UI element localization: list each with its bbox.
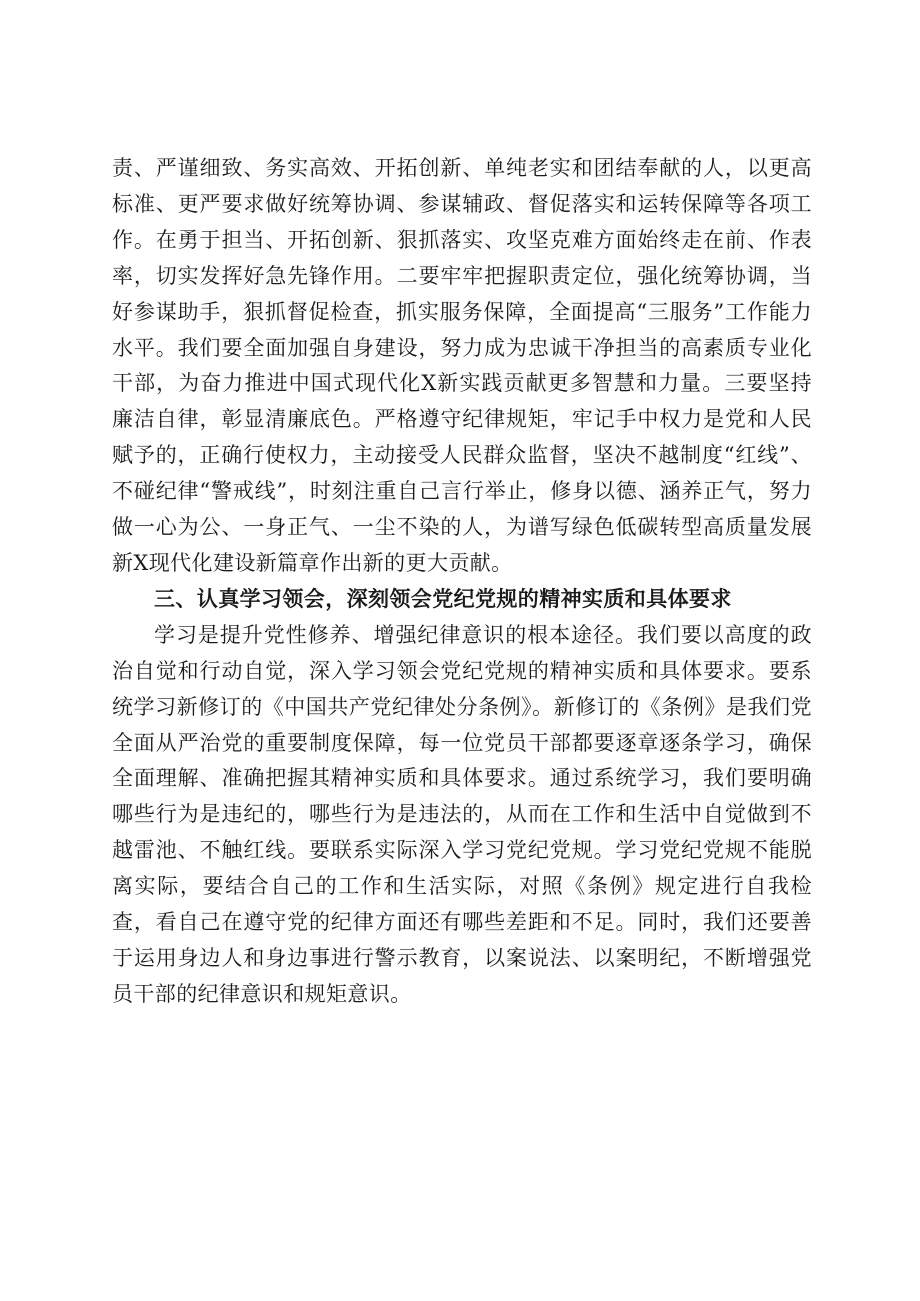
section-paragraph: 学习是提升党性修养、增强纪律意识的根本途径。我们要以高度的政治自觉和行动自觉，深入学习领会党纪党规的精神实质和具体要求。要系统学习新修订的《中国共产党纪律处分条例》。新修订的《条例》是我们党全面从严治党的重要制度保障，每一位党员干部都要逐章逐条学习，确保全面理解、准确把握其精神实质和具体要求。通过系统学习，我们要明确哪些行为是违纪的，哪些行为是违法的，从而在工作和生活中自觉做到不越雷池、不触红线。要联系实际深入学习党纪党规。学习党纪党规不能脱离实际，要结合自己的工作和生活实际，对照《条例》规定进行自我检查，看自己在遵守党的纪律方面还有哪些差距和不足。同时，我们还要善于运用身边人和身边事进行警示教育，以案说法、以案明纪，不断增强党员干部的纪律意识和规矩意识。 <box>112 622 812 1006</box>
section-heading: 三、认真学习领会，深刻领会党纪党规的精神实质和具体要求 <box>154 586 732 611</box>
document-body <box>112 151 812 1013</box>
continuation-paragraph: 责、严谨细致、务实高效、开拓创新、单纯老实和团结奉献的人，以更高标准、更严要求做好统筹协调、参谋辅政、督促落实和运转保障等各项工作。在勇于担当、开拓创新、狠抓落实、攻坚克难方面始终走在前、作表率，切实发挥好急先锋作用。二要牢牢把握职责定位，强化统筹协调，当好参谋助手，狠抓督促检查，抓实服务保障，全面提高“三服务”工作能力水平。我们要全面加强自身建设，努力成为忠诚干净担当的高素质专业化干部，为奋力推进中国式现代化X新实践贡献更多智慧和力量。三要坚持廉洁自律，彰显清廉底色。严格遵守纪律规矩，牢记手中权力是党和人民赋予的，正确行使权力，主动接受人民群众监督，坚决不越制度“红线”、不碰纪律“警戒线”，时刻注重自己言行举止，修身以德、涵养正气，努力做一心为公、一身正气、一尘不染的人，为谱写绿色低碳转型高质量发展新X现代化建设新篇章作出新的更大贡献。 <box>112 156 812 575</box>
